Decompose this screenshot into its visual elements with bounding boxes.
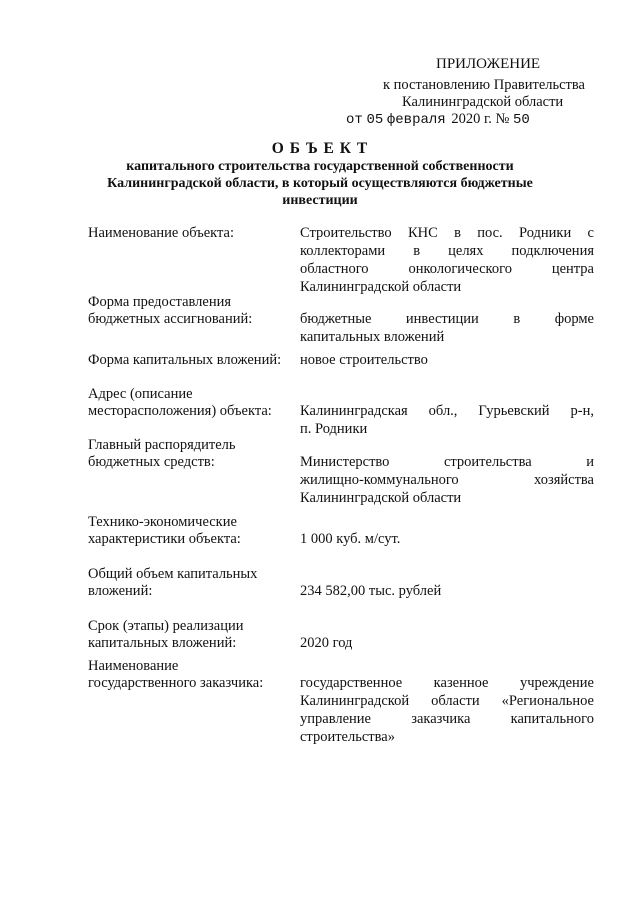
value-line: капитальных вложений [300,329,445,345]
decree-date-line [346,110,530,129]
date-month: февраля [386,112,446,128]
document-subtitle-3: инвестиции [282,193,358,208]
label-budget-form-2: бюджетных ассигнований: [88,311,253,327]
value-line: управление заказчика капитального [300,711,594,727]
value-address [300,402,594,438]
value-line: п. Родники [300,421,368,437]
value-line: новое строительство [300,352,428,368]
label-customer-1: Наименование [88,658,179,674]
appendix-title: ПРИЛОЖЕНИЕ [436,56,541,72]
value-line: Строительство КНС в пос. Родники с [300,225,594,241]
label-object-name: Наименование объекта: [88,225,234,241]
value-line: бюджетные инвестиции в форме [300,311,594,327]
label-term-2: капитальных вложений: [88,635,237,651]
label-address-1: Адрес (описание [88,386,193,402]
label-total-volume-2: вложений: [88,583,153,599]
label-customer-2: государственного заказчика: [88,675,264,691]
value-line: Калининградской области [300,279,462,295]
decree-number: 50 [512,112,530,128]
value-line: областного онкологического центра [300,261,594,277]
value-line: Калининградская обл., Гурьевский р-н, [300,403,594,419]
value-characteristics [300,530,594,548]
value-line: Калининградской области «Региональное [300,693,594,709]
value-line: строительства» [300,729,395,745]
date-prefix: от [346,112,363,128]
value-line: 1 000 куб. м/сут. [300,531,401,547]
label-term-1: Срок (этапы) реализации [88,618,244,634]
appendix-line-1: к постановлению Правительства [383,77,585,93]
appendix-line-2: Калининградской области [402,94,564,110]
document-subtitle-1: капитального строительства государственной собственности [126,159,514,174]
value-line: коллекторами в целях подключения [300,243,594,259]
label-chief-manager-1: Главный распорядитель [88,437,236,453]
date-year: 2020 г. [451,111,492,127]
value-chief-manager [300,453,594,507]
label-investment-form: Форма капитальных вложений: [88,352,282,368]
label-chief-manager-2: бюджетных средств: [88,454,215,470]
value-line: государственное казенное учреждение [300,675,594,691]
value-term [300,634,594,652]
label-address-2: месторасположения) объекта: [88,403,272,419]
document-title: О Б Ъ Е К Т [271,140,369,157]
value-total-volume [300,582,594,600]
value-line: 234 582,00 тыс. рублей [300,583,442,599]
label-total-volume-1: Общий объем капитальных [88,566,258,582]
value-object-name [300,224,594,296]
label-characteristics-2: характеристики объекта: [88,531,241,547]
value-line: 2020 год [300,635,353,651]
value-line: жилищно-коммунального хозяйства [300,472,594,488]
number-sign: № [495,111,510,127]
value-line: Калининградской области [300,490,462,506]
value-line: Министерство строительства и [300,454,594,470]
value-budget-form [300,310,594,346]
date-day: 05 [366,112,384,128]
label-characteristics-1: Технико-экономические [88,514,237,530]
document-subtitle-2: Калининградской области, в который осуществляются бюджетные [107,176,533,191]
label-budget-form-1: Форма предоставления [88,294,232,310]
value-customer [300,674,594,746]
value-investment-form [300,351,594,369]
